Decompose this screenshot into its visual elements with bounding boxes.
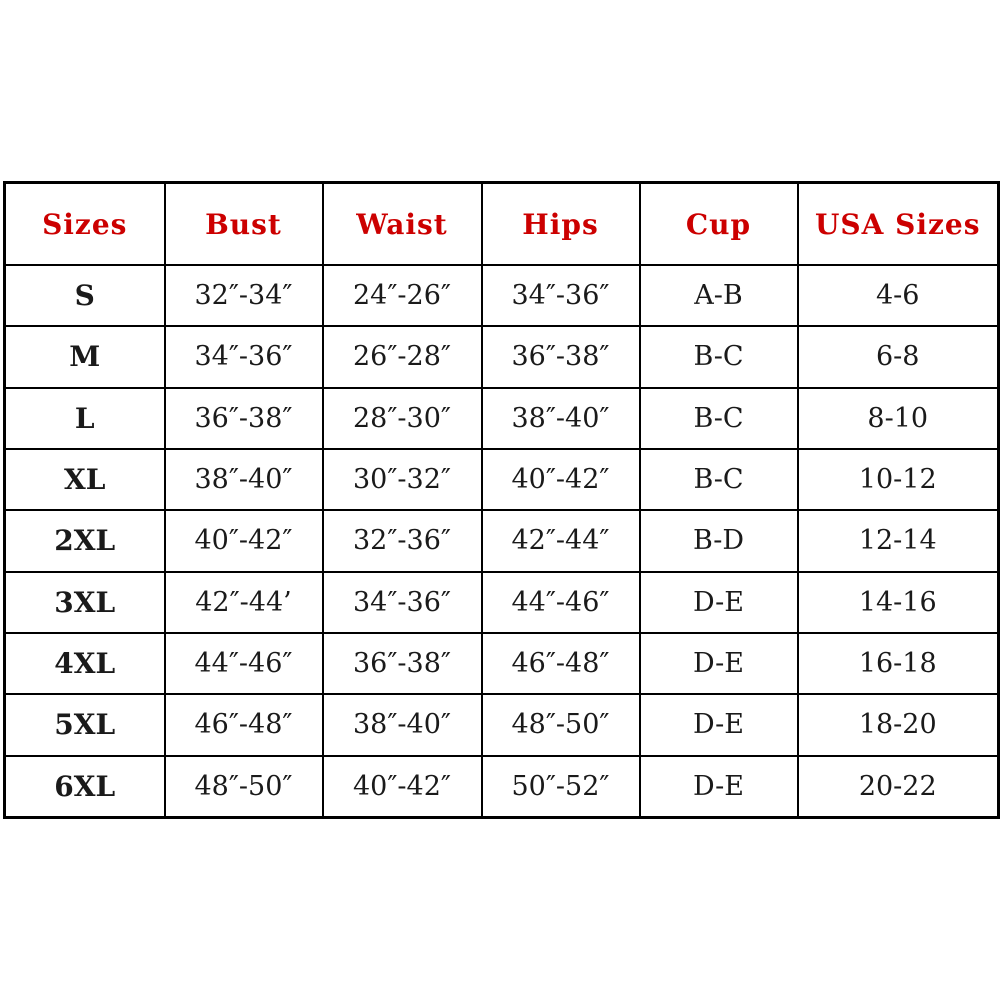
bust-cell: 32″-34″ [165,265,323,326]
size-cell: L [5,388,165,449]
waist-cell: 26″-28″ [323,326,482,387]
usa-size-cell: 20-22 [798,756,999,818]
header-usa-sizes: USA Sizes [798,183,999,266]
usa-size-cell: 4-6 [798,265,999,326]
usa-size-cell: 16-18 [798,633,999,694]
hips-cell: 42″-44″ [482,510,640,571]
waist-cell: 30″-32″ [323,449,482,510]
size-cell: 3XL [5,572,165,633]
cup-cell: D-E [640,756,798,818]
waist-cell: 36″-38″ [323,633,482,694]
waist-cell: 28″-30″ [323,388,482,449]
cup-cell: D-E [640,572,798,633]
table-row [5,326,999,387]
table-row [5,694,999,755]
header-row [5,183,999,266]
bust-cell: 44″-46″ [165,633,323,694]
hips-cell: 40″-42″ [482,449,640,510]
header-cup: Cup [640,183,798,266]
cup-cell: D-E [640,694,798,755]
hips-cell: 38″-40″ [482,388,640,449]
size-cell: 5XL [5,694,165,755]
hips-cell: 46″-48″ [482,633,640,694]
bust-cell: 38″-40″ [165,449,323,510]
table-row [5,265,999,326]
table-row [5,388,999,449]
size-cell: XL [5,449,165,510]
size-cell: S [5,265,165,326]
usa-size-cell: 10-12 [798,449,999,510]
header-hips: Hips [482,183,640,266]
waist-cell: 38″-40″ [323,694,482,755]
waist-cell: 24″-26″ [323,265,482,326]
waist-cell: 40″-42″ [323,756,482,818]
bust-cell: 46″-48″ [165,694,323,755]
header-sizes: Sizes [5,183,165,266]
usa-size-cell: 14-16 [798,572,999,633]
cup-cell: D-E [640,633,798,694]
bust-cell: 40″-42″ [165,510,323,571]
cup-cell: B-C [640,388,798,449]
table-row [5,756,999,818]
cup-cell: B-C [640,326,798,387]
size-cell: M [5,326,165,387]
waist-cell: 32″-36″ [323,510,482,571]
table-row [5,510,999,571]
cup-cell: A-B [640,265,798,326]
usa-size-cell: 18-20 [798,694,999,755]
hips-cell: 50″-52″ [482,756,640,818]
hips-cell: 34″-36″ [482,265,640,326]
table-row [5,449,999,510]
bust-cell: 36″-38″ [165,388,323,449]
usa-size-cell: 6-8 [798,326,999,387]
size-cell: 6XL [5,756,165,818]
hips-cell: 36″-38″ [482,326,640,387]
cup-cell: B-C [640,449,798,510]
size-cell: 2XL [5,510,165,571]
hips-cell: 48″-50″ [482,694,640,755]
header-bust: Bust [165,183,323,266]
cup-cell: B-D [640,510,798,571]
bust-cell: 42″-44’ [165,572,323,633]
hips-cell: 44″-46″ [482,572,640,633]
usa-size-cell: 8-10 [798,388,999,449]
table-row [5,633,999,694]
usa-size-cell: 12-14 [798,510,999,571]
waist-cell: 34″-36″ [323,572,482,633]
header-waist: Waist [323,183,482,266]
size-cell: 4XL [5,633,165,694]
bust-cell: 48″-50″ [165,756,323,818]
table-row [5,572,999,633]
bust-cell: 34″-36″ [165,326,323,387]
size-chart-table [3,181,1000,819]
